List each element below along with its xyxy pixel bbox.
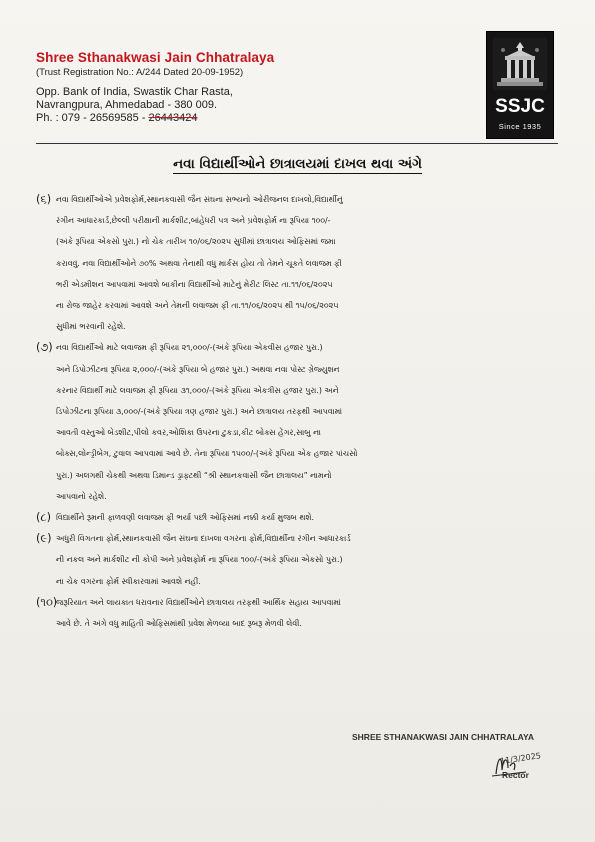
item-line: અધુરી વિગતના ફોર્મ,સ્થાનકવાસી જૈન સંઘના દાખલા વગરના ફોર્મ,વિદ્યાર્થીના રંગીન આધારકાર્ડ [56, 534, 351, 544]
item-number: (૬) [36, 193, 52, 206]
item-line: પુરા.) અલગથી ચેકથી અથવા ડિમાન્ડ ડ્રાફ્ટથી “શ્રી સ્થાનકવાસી જૈન છાત્રાલય” નામનો [56, 470, 332, 480]
item-line: બોક્સ,લોન્ડ્રીબેગ, ટુવાલ આપવામાં આવે છે. તેના રૂપિયા ૧૫૦૦/-(અંકે રૂપિયા એક હજાર પાંચસો [56, 449, 358, 459]
page-title [0, 156, 595, 172]
signature-date: 11/3/2025 [499, 751, 542, 766]
org-name: Shree Sthanakwasi Jain Chhatralaya [36, 50, 275, 65]
item-line: નવા વિદ્યાર્થીઓએ પ્રવેશફોર્મ,સ્થાનકવાસી જૈન સંઘના સભ્યનો ઓરીજનલ દાખલો,વિદ્યાર્થીનું [56, 195, 343, 204]
title-text: નવા વિદ્યાર્થીઓને છાત્રાલયમાં દાખલ થવા અંગે [173, 156, 422, 172]
item-number: (૭) [36, 341, 53, 355]
list-item [36, 337, 566, 507]
list-item [36, 507, 566, 528]
logo-text: SSJC [495, 96, 545, 117]
item-line: આવતી વસ્તુઓ બેડશીટ,પીલો કવર,ઓશિકા ઉપરના ટુકડા,કીટ બોક્સ હેંગર,સાબુ ના [56, 428, 321, 438]
item-line: ના રોજ જાહેર કરવામાં આવશે અને તેમની લવાજમ ફી તા.૧૧/૦૬/૨૦૨૫ થી ૧૫/૦૬/૨૦૨૫ [56, 301, 339, 311]
letterhead [36, 50, 456, 125]
item-line: ભરી એડમીશન આપવામાં આવશે બાકીના વિદ્યાર્થીઓ માટેનું મેરીટ લિસ્ટ તા.૧૧/૦૬/૨૦૨૫ [56, 279, 333, 289]
item-number: (૮) [36, 511, 52, 525]
item-line: વિદ્યાર્થીને રૂમની ફાળવણી લવાજમ ફી ભર્યા પછી ઓફિસમાં નક્કી કર્યા મુજબ થશે. [56, 513, 315, 523]
item-line: કરનાર વિદ્યાર્થી માટે લવાજમ ફી રૂપિયા ૩૧,૦૦૦/-(અંકે રૂપિયા એકત્રીસ હજાર પુરા.) અને [56, 385, 339, 395]
item-text [56, 189, 566, 337]
item-text [56, 337, 566, 507]
address-block [36, 86, 456, 125]
item-text [56, 528, 566, 592]
item-text [56, 592, 566, 634]
item-line: ડિપોઝીટના રૂપિયા ૩,૦૦૦/-(અંકે રૂપિયા ત્રણ હજાર પુરા.) અને છાત્રાલય તરફથી આપવામાં [56, 407, 343, 417]
trust-registration: (Trust Registration No.: A/244 Dated 20-09-1952) [36, 67, 244, 78]
instructions-list [36, 189, 566, 634]
item-line: સુધીમાં ભરવાની રહેશે. [56, 322, 126, 332]
item-line: આપવાનો રહેશે. [56, 491, 107, 501]
address-line: Navrangpura, Ahmedabad - 380 009. [36, 99, 218, 111]
item-line: ની નકલ અને માર્કશીટ ની કોપી અને પ્રવેશફોર્મ ના રૂપિયા ૧૦૦/-(અંકે રૂપિયા એકસો પુરા.) [56, 555, 343, 565]
item-line: રંગીન આધારકાર્ડ,છેલ્લી પરીક્ષાની માર્કશીટ,બાંહેધરી પત્ર અને પ્રવેશફોર્મ ના રૂપિયા ૧૦૦/- [56, 216, 331, 226]
list-item [36, 592, 566, 634]
list-item [36, 189, 566, 337]
item-line: અને ડિપોઝીટના રૂપિયા ૨,૦૦૦/-(અંકે રૂપિયા બે હજાર પુરા.) અથવા નવા પોસ્ટ ગ્રેજ્યુશન [56, 364, 340, 374]
item-text [56, 507, 566, 528]
signature-block [352, 732, 572, 780]
item-line: નવા વિદ્યાર્થીઓ માટે લવાજમ ફી રૂપિયા ૨૧,૦૦૦/-(અંકે રૂપિયા એકવીસ હજાર પુરા.) [56, 343, 323, 353]
header-divider [36, 143, 558, 144]
item-line: (અંકે રૂપિયા એકસો પુરા.) નો ચેક તારીખ ૧૦/૦૬/૨૦૨૫ સુધીમાં છાત્રાલય ઓફિસમાં જમા [56, 237, 336, 247]
address-line: Opp. Bank of India, Swastik Char Rasta, [36, 86, 233, 98]
signature-org: SHREE STHANAKWASI JAIN CHHATRALAYA [352, 732, 534, 742]
item-line: કરાવવું. નવા વિદ્યાર્થીઓને ૭૦% અથવા તેનાથી વધુ માર્કસ હોય તો તેમને ચૂકતે લવાજમ ફી [56, 258, 342, 268]
list-item [36, 528, 566, 592]
item-number: (૧૦) [36, 595, 58, 609]
item-line: જરૂરિયાત અને લાયકાત ધરાવનાર વિદ્યાર્થીઓને છાત્રાલય તરફથી આર્થિક સહાય આપવામાં [56, 597, 341, 607]
phone-line [36, 112, 456, 125]
signature-role: Rector [502, 770, 529, 780]
item-number: (૯) [36, 532, 52, 546]
temple-emblem-icon [493, 38, 547, 90]
phone-number-struck: 26443424 [148, 112, 198, 124]
logo-since: Since 1935 [498, 122, 542, 131]
item-line: ના ચેક વગરના ફોર્મ સ્વીકારવામાં આવશે નહીં. [56, 576, 201, 586]
phone-number: Ph. : 079 - 26569585 - [36, 112, 149, 124]
item-line: આવે છે. તે અંગે વધુ માહિતી ઓફિસમાંથી પ્રવેશ મેળવ્યા બાદ રૂબરૂ મેળવી લેવી. [56, 619, 302, 629]
ssjc-logo [486, 31, 554, 139]
